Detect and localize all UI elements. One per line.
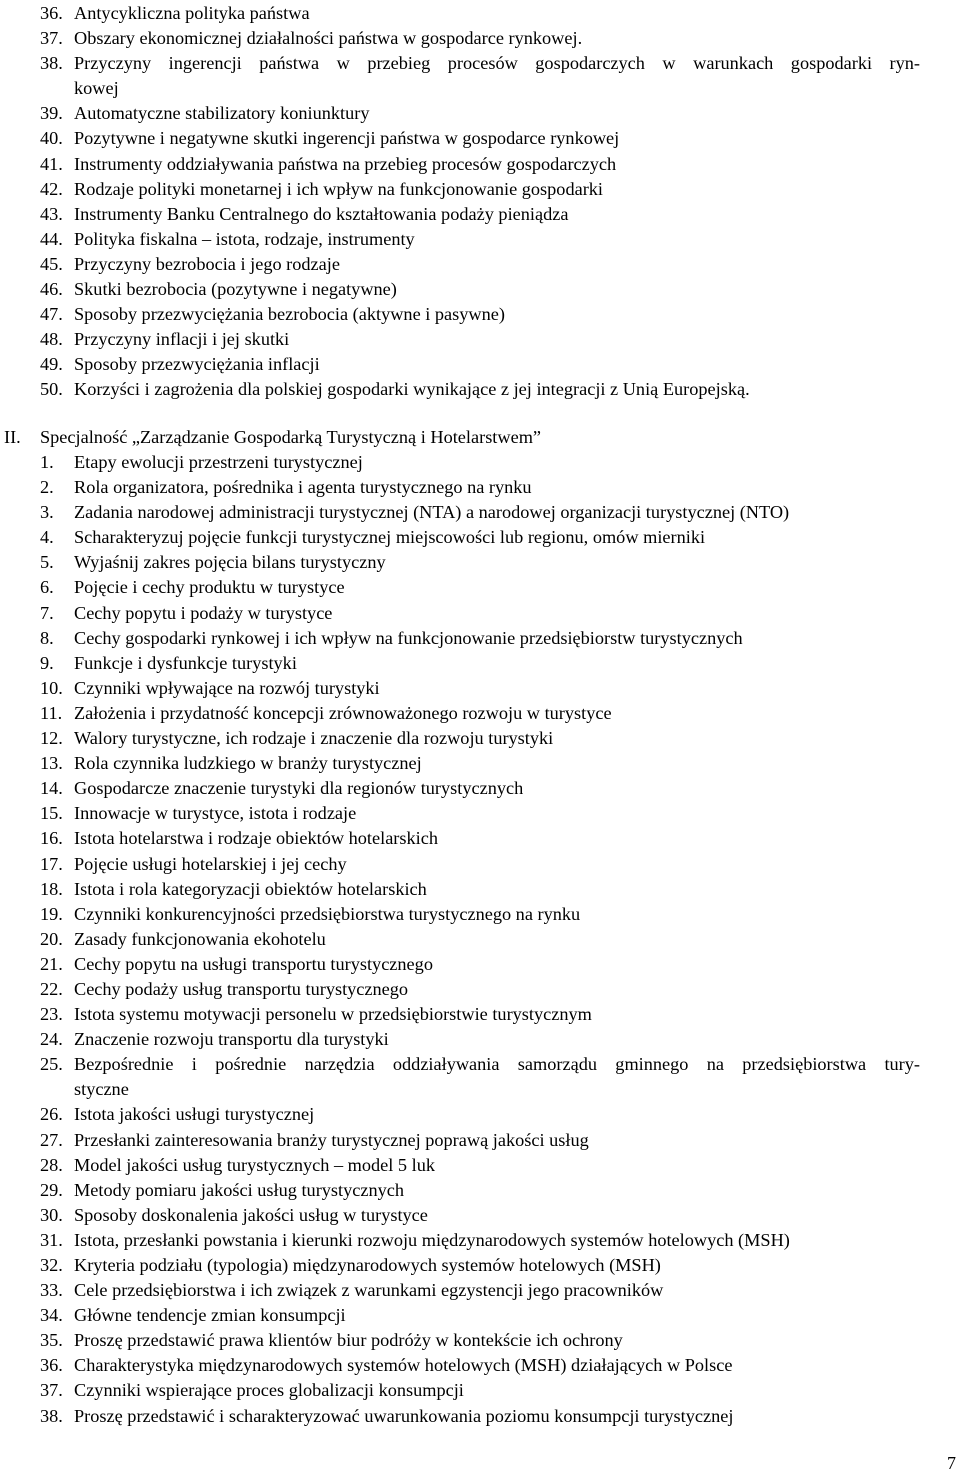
list-item [40,877,920,902]
item-number: 36. [40,1355,63,1376]
list-item [40,1253,920,1278]
list-item [40,202,920,227]
list-item [40,852,920,877]
item-number: 46. [40,279,63,300]
item-number: 40. [40,128,63,149]
page-number: 7 [947,1453,956,1473]
item-number: 15. [40,803,63,824]
list-item [40,601,920,626]
list-item [40,626,920,651]
section-number: II. [4,427,21,447]
list-item [40,1178,920,1203]
item-number: 37. [40,28,63,49]
item-text: Innowacje w turystyce, istota i rodzaje [74,803,357,824]
item-number: 2. [40,477,54,498]
item-text: Istota hotelarstwa i rodzaje obiektów hotelarskich [74,828,438,849]
item-text: Charakterystyka międzynarodowych systemów hotelowych (MSH) działających w Polsce [74,1355,733,1376]
item-text: Czynniki wspierające proces globalizacji konsumpcji [74,1380,464,1401]
item-text: Główne tendencje zmian konsumpcji [74,1305,346,1326]
list-item [40,1203,920,1228]
list-item [40,352,920,377]
question-list-tourism [40,450,920,1429]
list-item [40,1228,920,1253]
item-text: Skutki bezrobocia (pozytywne i negatywne) [74,279,397,300]
item-number: 22. [40,978,63,999]
list-item [40,126,920,151]
item-number: 8. [40,627,54,648]
list-item [40,726,920,751]
item-number: 26. [40,1104,63,1125]
list-item [40,51,920,101]
item-text: Wyjaśnij zakres pojęcia bilans turystyczny [74,552,386,573]
item-number: 29. [40,1179,63,1200]
item-number: 10. [40,677,63,698]
list-item [40,152,920,177]
list-item [40,1378,920,1403]
item-text: Istota systemu motywacji personelu w przedsiębiorstwie turystycznym [74,1004,592,1025]
list-item [40,676,920,701]
item-text: Gospodarcze znaczenie turystyki dla regionów turystycznych [74,778,524,799]
item-number: 35. [40,1330,63,1351]
list-item [40,1052,920,1102]
list-item [40,500,920,525]
list-item [40,1303,920,1328]
item-number: 34. [40,1305,63,1326]
item-text: Cechy popytu na usługi transportu turystycznego [74,953,433,974]
item-text: Polityka fiskalna – istota, rodzaje, instrumenty [74,228,415,249]
list-item [40,1153,920,1178]
item-number: 27. [40,1129,63,1150]
list-item [40,302,920,327]
item-number: 50. [40,379,63,400]
item-text: Przyczyny inflacji i jej skutki [74,329,290,350]
item-number: 17. [40,853,63,874]
item-text: Przesłanki zainteresowania branży turystycznej poprawą jakości usług [74,1129,589,1150]
list-item [40,1128,920,1153]
item-text [74,1052,920,1102]
section-title: Specjalność „Zarządzanie Gospodarką Turystyczną i Hotelarstwem” [40,427,542,447]
item-text [74,51,920,101]
list-item [40,475,920,500]
list-item [40,927,920,952]
item-number: 33. [40,1280,63,1301]
item-text: Antycykliczna polityka państwa [74,3,310,23]
item-text: Model jakości usług turystycznych – model 5 luk [74,1154,436,1175]
item-text: Rola organizatora, pośrednika i agenta turystycznego na rynku [74,477,532,498]
item-number: 16. [40,828,63,849]
item-number: 20. [40,928,63,949]
item-number: 30. [40,1204,63,1225]
list-item [40,776,920,801]
item-number: 43. [40,203,63,224]
item-text: Przyczyny bezrobocia i jego rodzaje [74,253,340,274]
item-number: 28. [40,1154,63,1175]
item-number: 4. [40,527,54,548]
item-text: Instrumenty Banku Centralnego do kształtowania podaży pieniądza [74,203,569,224]
list-item [40,651,920,676]
item-number: 49. [40,354,63,375]
item-text: Pojęcie usługi hotelarskiej i jej cechy [74,853,347,874]
item-text: Istota jakości usługi turystycznej [74,1104,315,1125]
item-number: 39. [40,103,63,124]
item-text: Rodzaje polityki monetarnej i ich wpływ na funkcjonowanie gospodarki [74,178,604,199]
list-item [40,525,920,550]
item-number: 41. [40,153,63,174]
item-number: 24. [40,1029,63,1050]
item-number: 36. [40,3,63,23]
list-item [40,177,920,202]
item-text: Korzyści i zagrożenia dla polskiej gospodarki wynikające z jej integracji z Unią Europejską. [74,379,750,400]
list-item [40,26,920,51]
item-text: Proszę przedstawić prawa klientów biur podróży w kontekście ich ochrony [74,1330,623,1351]
item-number: 6. [40,577,54,598]
list-item [40,327,920,352]
item-text: Istota, przesłanki powstania i kierunki rozwoju międzynarodowych systemów hotelowych (MSH) [74,1229,790,1250]
list-item [40,450,920,475]
item-number: 12. [40,728,63,749]
item-number: 19. [40,903,63,924]
item-text: Sposoby doskonalenia jakości usług w turystyce [74,1204,428,1225]
item-number: 1. [40,452,54,472]
item-text: Czynniki wpływające na rozwój turystyki [74,677,380,698]
item-text: Znaczenie rozwoju transportu dla turystyki [74,1029,389,1050]
item-text: Sposoby przezwyciężania inflacji [74,354,320,375]
list-item [40,227,920,252]
list-item [40,952,920,977]
item-number: 11. [40,702,63,723]
list-item [40,575,920,600]
item-text-line: Przyczyny ingerencji państwa w przebieg procesów gospodarczych w warunkach gospodarki ryn- [74,53,920,74]
list-item [40,377,920,402]
item-text-continuation: styczne [74,1079,129,1100]
list-item [40,977,920,1002]
item-number: 45. [40,253,63,274]
item-text-line: Bezpośrednie i pośrednie narzędzia oddziaływania samorządu gminnego na przedsiębiorstwa tury- [74,1054,920,1075]
item-number: 23. [40,1004,63,1025]
list-item [40,801,920,826]
item-number: 21. [40,953,63,974]
item-number: 9. [40,652,54,673]
list-item [40,701,920,726]
section-heading [4,425,541,450]
list-item [40,1404,920,1429]
list-item [40,1278,920,1303]
item-number: 25. [40,1054,63,1075]
item-text: Automatyczne stabilizatory koniunktury [74,103,370,124]
item-number: 38. [40,53,63,74]
item-text: Pozytywne i negatywne skutki ingerencji państwa w gospodarce rynkowej [74,128,620,149]
item-number: 18. [40,878,63,899]
item-text: Funkcje i dysfunkcje turystyki [74,652,297,673]
list-item [40,902,920,927]
list-item [40,101,920,126]
list-item [40,550,920,575]
item-text: Cechy popytu i podaży w turystyce [74,602,333,623]
list-item [40,252,920,277]
list-item [40,1328,920,1353]
item-text: Obszary ekonomicznej działalności państwa w gospodarce rynkowej. [74,28,583,49]
list-item [40,277,920,302]
item-text: Cechy podaży usług transportu turystycznego [74,978,409,999]
item-text: Założenia i przydatność koncepcji zrównoważonego rozwoju w turystyce [74,702,612,723]
item-text-continuation: kowej [74,78,119,99]
item-number: 13. [40,753,63,774]
list-item [40,1102,920,1127]
item-text: Cele przedsiębiorstwa i ich związek z warunkami egzystencji jego pracowników [74,1280,664,1301]
list-item [40,826,920,851]
item-number: 48. [40,329,63,350]
item-text: Instrumenty oddziaływania państwa na przebieg procesów gospodarczych [74,153,617,174]
item-number: 47. [40,304,63,325]
item-number: 44. [40,228,63,249]
item-number: 32. [40,1255,63,1275]
item-text: Sposoby przezwyciężania bezrobocia (aktywne i pasywne) [74,304,505,325]
item-text: Zadania narodowej administracji turystycznej (NTA) a narodowej organizacji turystycznej (NTO) [74,502,790,523]
item-number: 31. [40,1229,63,1250]
item-number: 5. [40,552,54,573]
list-item [40,1353,920,1378]
item-number: 3. [40,502,54,523]
item-text: Metody pomiaru jakości usług turystycznych [74,1179,405,1200]
item-text: Etapy ewolucji przestrzeni turystycznej [74,452,363,472]
list-item [40,1002,920,1027]
item-number: 37. [40,1380,63,1401]
list-item [40,1027,920,1052]
item-text: Proszę przedstawić i scharakteryzować uwarunkowania poziomu konsumpcji turystycznej [74,1405,734,1426]
item-text: Walory turystyczne, ich rodzaje i znaczenie dla rozwoju turystyki [74,728,554,749]
item-text: Zasady funkcjonowania ekohotelu [74,928,326,949]
item-text: Rola czynnika ludzkiego w branży turystycznej [74,753,422,774]
item-text: Scharakteryzuj pojęcie funkcji turystycznej miejscowości lub regionu, omów mierniki [74,527,706,548]
item-text: Czynniki konkurencyjności przedsiębiorstwa turystycznego na rynku [74,903,581,924]
item-text: Pojęcie i cechy produktu w turystyce [74,577,345,598]
question-list-economics [40,1,920,403]
item-text: Istota i rola kategoryzacji obiektów hotelarskich [74,878,427,899]
item-text: Kryteria podziału (typologia) międzynarodowych systemów hotelowych (MSH) [74,1255,661,1275]
item-text: Cechy gospodarki rynkowej i ich wpływ na funkcjonowanie przedsiębiorstw turystycznych [74,627,743,648]
list-item [40,1,920,26]
item-number: 14. [40,778,63,799]
item-number: 38. [40,1405,63,1426]
item-number: 42. [40,178,63,199]
list-item [40,751,920,776]
item-number: 7. [40,602,54,623]
